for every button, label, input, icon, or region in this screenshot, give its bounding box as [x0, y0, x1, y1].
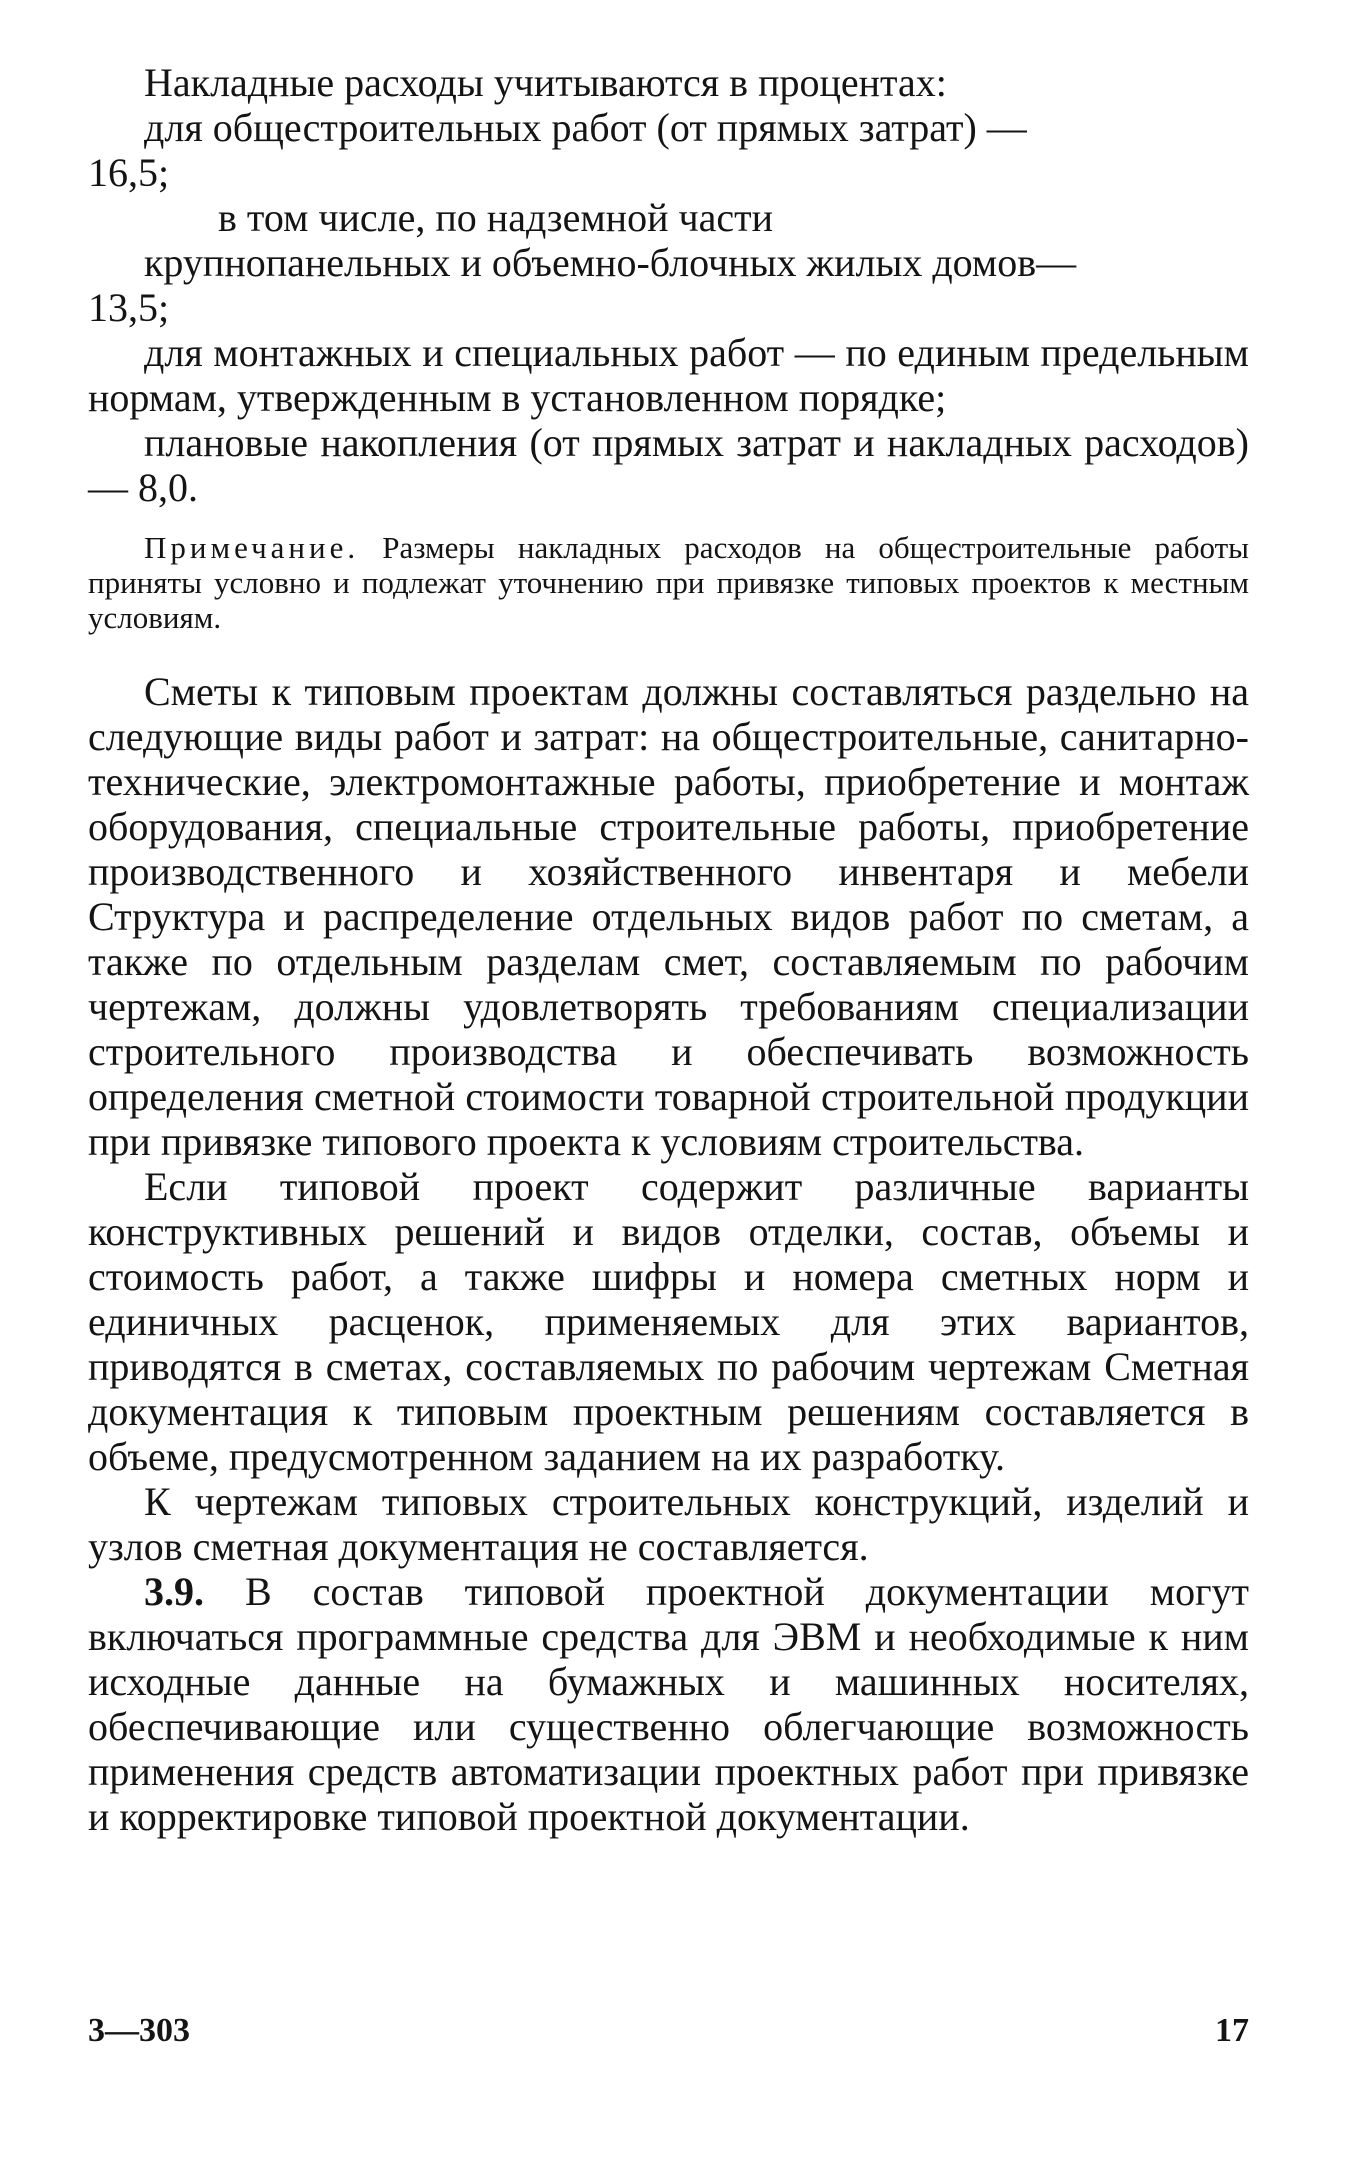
paragraph-variants: Если типовой проект содержит различные варианты конструктивных решений и видов отделки, состав, объемы и стоимость работ, а также шифры и номера сметных норм и единичных расценок, применяемых для этих вариантов, приводятся в сметах, составляемых по рабочим чертежам Сметная документация к типовым проектным решениям составляется в объеме, предусмотренном заданием на их разработку.	[88, 1164, 1249, 1479]
note-label: Примечание.	[144, 530, 360, 565]
paragraph-software-text: В состав типовой проектной документации могут включаться программные средства для ЭВМ и необходимые к ним исходные данные на бумажных и машинных носителях, обеспечивающие или существенно облегчающие возможность применения средств автоматизации проектных работ при привязке и корректировке типовой проектной документации.	[88, 1569, 1249, 1839]
page-number: 17	[1215, 2012, 1249, 2049]
overhead-general-line: для общестроительных работ (от прямых затрат) —	[144, 105, 1027, 150]
overhead-special-works: для монтажных и специальных работ — по единым предельным нормам, утвержденным в установленном порядке;	[88, 330, 1249, 420]
overhead-planned-savings: плановые накопления (от прямых затрат и накладных расходов) — 8,0.	[88, 420, 1249, 510]
note-text: Размеры накладных расходов на общестроительные работы приняты условно и подлежат уточнению при привязке типовых проектов к местным условиям.	[88, 530, 1249, 635]
overhead-heading: Накладные расходы учитываются в процентах:	[144, 60, 947, 105]
paragraph-drawings: К чертежам типовых строительных конструкций, изделий и узлов сметная документация не составляется.	[88, 1479, 1249, 1569]
overhead-panel-line: крупнопанельных и объемно-блочных жилых домов—	[144, 240, 1077, 285]
paragraph-software	[88, 1569, 1249, 1839]
paragraph-estimates-structure: Сметы к типовым проектам должны составляться раздельно на следующие виды работ и затрат: на общестроительные, санитарно-технические, электромонтажные работы, приобретение и монтаж оборудования, специальные строительные работы, приобретение производственного и хозяйственного инвентаря и мебели Структура и распределение отдельных видов работ по сметам, а также по отдельным разделам смет, составляемым по рабочим чертежам, должны удовлетворять требованиям специализации строительного производства и обеспечивать возможность определения сметной стоимости товарной строительной продукции при привязке типового проекта к условиям строительства.	[88, 669, 1249, 1164]
printer-signature: 3—303	[88, 2012, 190, 2049]
overhead-panel-value: 13,5;	[88, 285, 170, 330]
overhead-general-value: 16,5;	[88, 150, 170, 195]
section-number: 3.9.	[144, 1569, 204, 1614]
note-block	[88, 530, 1249, 635]
overhead-including-line: в том числе, по надземной части	[218, 195, 773, 240]
